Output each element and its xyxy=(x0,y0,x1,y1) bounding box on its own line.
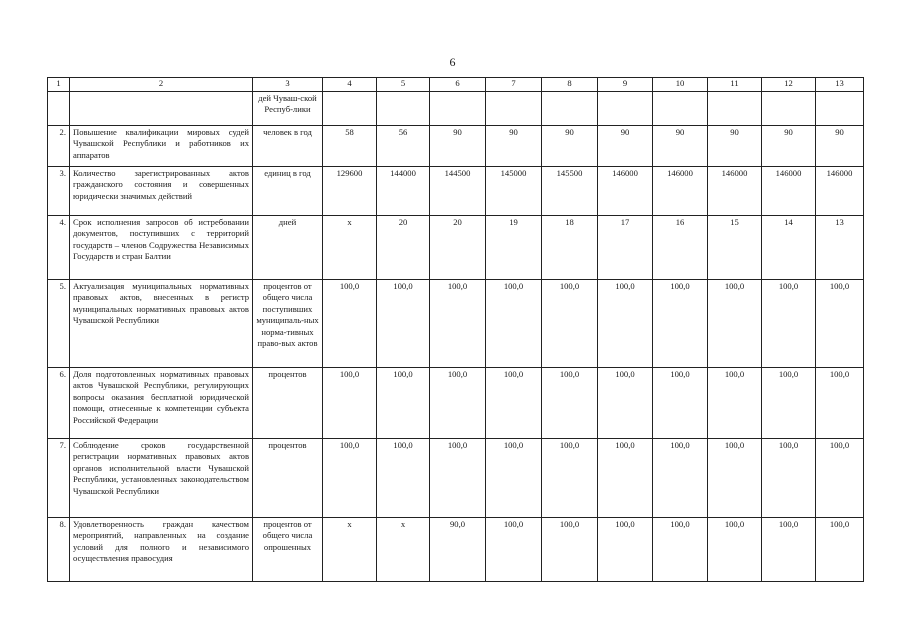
column-number: 8 xyxy=(542,78,598,92)
indicator-value: 19 xyxy=(486,216,542,280)
row-number: 2. xyxy=(48,126,70,167)
unit-of-measure: дней xyxy=(253,216,323,280)
table-row xyxy=(48,280,864,368)
column-number: 10 xyxy=(653,78,708,92)
row-number: 6. xyxy=(48,368,70,439)
table-row xyxy=(48,439,864,518)
row-number: 7. xyxy=(48,439,70,518)
indicator-value: 100,0 xyxy=(323,368,377,439)
indicator-value xyxy=(653,92,708,126)
table-row xyxy=(48,368,864,439)
table-row xyxy=(48,518,864,582)
indicator-value: 16 xyxy=(653,216,708,280)
indicator-value: 20 xyxy=(430,216,486,280)
indicator-name: Актуализация муниципальных нормативных правовых актов, внесенных в регистр муниципальных нормативных правовых актов Чувашской Республики xyxy=(70,280,253,368)
indicator-value: 100,0 xyxy=(323,439,377,518)
indicator-value xyxy=(816,92,864,126)
indicator-value: 100,0 xyxy=(653,368,708,439)
indicator-value: 100,0 xyxy=(708,439,762,518)
unit-of-measure: единиц в год xyxy=(253,167,323,216)
indicator-value: 14 xyxy=(762,216,816,280)
indicator-value: 100,0 xyxy=(430,439,486,518)
indicator-value: 13 xyxy=(816,216,864,280)
indicator-value: 100,0 xyxy=(762,518,816,582)
indicator-value: 100,0 xyxy=(762,439,816,518)
unit-of-measure: человек в год xyxy=(253,126,323,167)
indicator-name: Удовлетворенность граждан качеством мероприятий, направленных на создание условий для полного и независимого осуществления правосудия xyxy=(70,518,253,582)
unit-of-measure: процентов от общего числа поступивших муниципаль-ных норма-тивных право-вых актов xyxy=(253,280,323,368)
indicator-value: 100,0 xyxy=(762,280,816,368)
column-number: 6 xyxy=(430,78,486,92)
indicator-value: 58 xyxy=(323,126,377,167)
indicator-value: 15 xyxy=(708,216,762,280)
indicator-value: 100,0 xyxy=(323,280,377,368)
indicator-value: 18 xyxy=(542,216,598,280)
indicator-value xyxy=(486,92,542,126)
indicator-value: 90,0 xyxy=(430,518,486,582)
indicator-value xyxy=(762,92,816,126)
page-number: 6 xyxy=(449,55,456,69)
row-number: 3. xyxy=(48,167,70,216)
unit-of-measure: процентов от общего числа опрошенных xyxy=(253,518,323,582)
table-row xyxy=(48,216,864,280)
indicator-value: 100,0 xyxy=(486,280,542,368)
indicator-value: 100,0 xyxy=(816,439,864,518)
column-number: 13 xyxy=(816,78,864,92)
indicator-name: Срок исполнения запросов об истребовании документов, поступивших с территорий государств – членов Содружества Независимых Государств и стран Балтии xyxy=(70,216,253,280)
indicator-value: 146000 xyxy=(598,167,653,216)
column-number: 2 xyxy=(70,78,253,92)
indicator-value xyxy=(598,92,653,126)
row-number xyxy=(48,92,70,126)
indicator-value: 100,0 xyxy=(542,439,598,518)
unit-of-measure: процентов xyxy=(253,439,323,518)
unit-of-measure: процентов xyxy=(253,368,323,439)
indicator-value: 146000 xyxy=(762,167,816,216)
column-number: 4 xyxy=(323,78,377,92)
indicator-name: Количество зарегистрированных актов гражданского состояния и совершенных юридически значимых действий xyxy=(70,167,253,216)
indicator-value: 100,0 xyxy=(598,368,653,439)
indicator-value: 146000 xyxy=(653,167,708,216)
indicator-name: Повышение квалификации мировых судей Чувашской Республики и работников их аппаратов xyxy=(70,126,253,167)
indicator-value xyxy=(430,92,486,126)
indicator-value: х xyxy=(323,216,377,280)
indicator-value: 144500 xyxy=(430,167,486,216)
indicator-value: 146000 xyxy=(708,167,762,216)
indicator-value: 100,0 xyxy=(377,439,430,518)
indicator-value: 90 xyxy=(708,126,762,167)
indicator-value: 17 xyxy=(598,216,653,280)
indicator-value: 90 xyxy=(816,126,864,167)
row-number: 4. xyxy=(48,216,70,280)
indicator-value: 100,0 xyxy=(542,368,598,439)
indicator-value: 90 xyxy=(653,126,708,167)
column-number: 1 xyxy=(48,78,70,92)
table-row xyxy=(48,92,864,126)
indicator-value: 100,0 xyxy=(816,368,864,439)
indicator-value xyxy=(542,92,598,126)
indicator-value: 100,0 xyxy=(430,280,486,368)
table-row xyxy=(48,126,864,167)
indicator-name xyxy=(70,92,253,126)
indicator-value: 90 xyxy=(430,126,486,167)
column-number: 9 xyxy=(598,78,653,92)
column-number: 11 xyxy=(708,78,762,92)
indicator-value: 100,0 xyxy=(377,368,430,439)
indicator-value: 100,0 xyxy=(430,368,486,439)
table-row xyxy=(48,167,864,216)
column-number-row xyxy=(48,78,864,92)
indicator-value: 100,0 xyxy=(653,518,708,582)
indicator-value: 100,0 xyxy=(486,518,542,582)
indicator-name: Соблюдение сроков государственной регистрации нормативных правовых актов органов исполнительной власти Чувашской Республики, установленных законодательством Чувашской Республики xyxy=(70,439,253,518)
indicators-table xyxy=(47,77,864,582)
indicator-value: 100,0 xyxy=(816,518,864,582)
indicator-value: 100,0 xyxy=(708,280,762,368)
unit-of-measure: дей Чуваш-ской Респуб-лики xyxy=(253,92,323,126)
indicator-value: 100,0 xyxy=(486,368,542,439)
indicator-value: 145500 xyxy=(542,167,598,216)
indicator-value: 90 xyxy=(762,126,816,167)
indicator-value xyxy=(377,92,430,126)
indicator-value: 100,0 xyxy=(598,439,653,518)
indicator-value: 145000 xyxy=(486,167,542,216)
indicator-value: 100,0 xyxy=(486,439,542,518)
column-number: 7 xyxy=(486,78,542,92)
indicator-value: 100,0 xyxy=(598,518,653,582)
indicator-name: Доля подготовленных нормативных правовых актов Чувашской Республики, регулирующих вопросы оказания бесплатной юридической помощи, отнесенные к компетенции субъекта Российской Федерации xyxy=(70,368,253,439)
indicator-value: 129600 xyxy=(323,167,377,216)
indicator-value: 20 xyxy=(377,216,430,280)
indicator-value: 144000 xyxy=(377,167,430,216)
indicator-value xyxy=(323,92,377,126)
indicator-value: 146000 xyxy=(816,167,864,216)
indicator-value: 56 xyxy=(377,126,430,167)
indicator-value: 100,0 xyxy=(377,280,430,368)
indicator-value: 100,0 xyxy=(653,280,708,368)
indicator-value: 100,0 xyxy=(542,280,598,368)
indicator-value: 100,0 xyxy=(708,518,762,582)
indicator-value: 100,0 xyxy=(653,439,708,518)
row-number: 8. xyxy=(48,518,70,582)
column-number: 5 xyxy=(377,78,430,92)
indicator-value: 90 xyxy=(486,126,542,167)
indicator-value: 90 xyxy=(542,126,598,167)
indicator-value: х xyxy=(377,518,430,582)
column-number: 3 xyxy=(253,78,323,92)
indicator-value: х xyxy=(323,518,377,582)
indicator-value: 100,0 xyxy=(542,518,598,582)
indicator-value: 100,0 xyxy=(762,368,816,439)
indicator-value: 100,0 xyxy=(816,280,864,368)
indicator-value: 90 xyxy=(598,126,653,167)
indicator-value xyxy=(708,92,762,126)
column-number: 12 xyxy=(762,78,816,92)
indicator-value: 100,0 xyxy=(708,368,762,439)
indicator-value: 100,0 xyxy=(598,280,653,368)
row-number: 5. xyxy=(48,280,70,368)
